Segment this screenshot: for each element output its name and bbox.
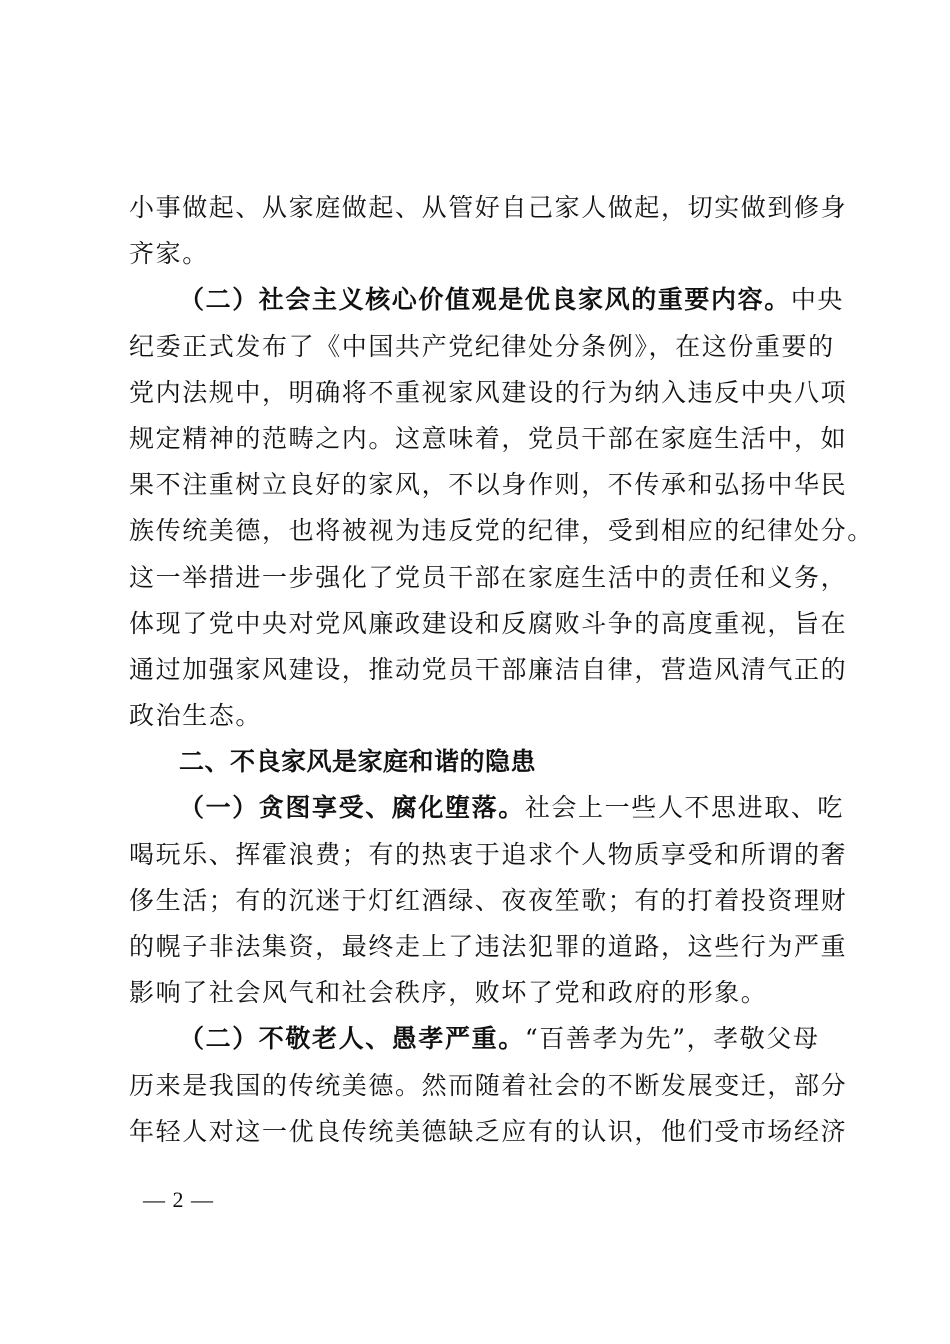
text-line: 的幌子非法集资，最终走上了违法犯罪的道路，这些行为严重 — [129, 932, 848, 961]
text-line: 政治生态。 — [129, 701, 263, 731]
text-line: 影响了社会风气和社会秩序，败坏了党和政府的形象。 — [129, 978, 768, 1008]
text-line: 族传统美德，也将被视为违反党的纪律，受到相应的纪律处分。 — [129, 516, 874, 546]
text-line: 这一举措进一步强化了党员干部在家庭生活中的责任和义务， — [129, 562, 848, 592]
text-line: 历来是我国的传统美德。然而随着社会的不断发展变迁，部分 — [129, 1070, 848, 1100]
text-span: 社会上一些人不思进取、吃 — [524, 793, 845, 823]
section-heading: 二、不良家风是家庭和谐的隐患 — [179, 747, 537, 777]
text-line: 党内法规中，明确将不重视家风建设的行为纳入违反中央八项 — [129, 377, 848, 407]
paragraph-1 — [129, 185, 848, 277]
paragraph-2-title: （二）社会主义核心价值观是优良家风的重要内容。 — [179, 285, 791, 315]
page-number: — 2 — — [143, 1187, 214, 1212]
text-line — [129, 1016, 829, 1062]
paragraph-2 — [129, 277, 874, 739]
text-line — [129, 785, 845, 831]
paragraph-3 — [129, 785, 848, 1016]
text-line: 喝玩乐、挥霍浪费；有的热衷于追求个人物质享受和所谓的奢 — [129, 839, 848, 869]
text-line: 小事做起、从家庭做起、从管好自己家人做起，切实做到修身 — [129, 193, 848, 222]
text-line: 果不注重树立良好的家风，不以身作则，不传承和弘扬中华民 — [129, 470, 848, 500]
paragraph-4 — [129, 1016, 848, 1155]
text-line: 齐家。 — [129, 239, 209, 269]
text-line: 通过加强家风建设，推动党员干部廉洁自律，营造风清气正的 — [129, 654, 848, 684]
document-body — [129, 185, 874, 1155]
text-line — [129, 277, 845, 323]
text-line: 侈生活；有的沉迷于灯红酒绿、夜夜笙歌；有的打着投资理财 — [129, 885, 848, 915]
text-line: 年轻人对这一优良传统美德缺乏应有的认识，他们受市场经济 — [129, 1116, 848, 1146]
text-line: 体现了党中央对党风廉政建设和反腐败斗争的高度重视，旨在 — [129, 608, 848, 638]
text-line: 纪委正式发布了《中国共产党纪律处分条例》，在这份重要的 — [129, 331, 835, 361]
text-span: 中央 — [790, 285, 845, 315]
paragraph-3-title: （一）贪图享受、腐化堕落。 — [179, 793, 525, 823]
paragraph-4-title: （二）不敬老人、愚孝严重。 — [179, 1024, 525, 1054]
text-line: 规定精神的范畴之内。这意味着，党员干部在家庭生活中，如 — [129, 423, 848, 453]
text-span: “百善孝为先”，孝敬父母 — [524, 1024, 820, 1054]
